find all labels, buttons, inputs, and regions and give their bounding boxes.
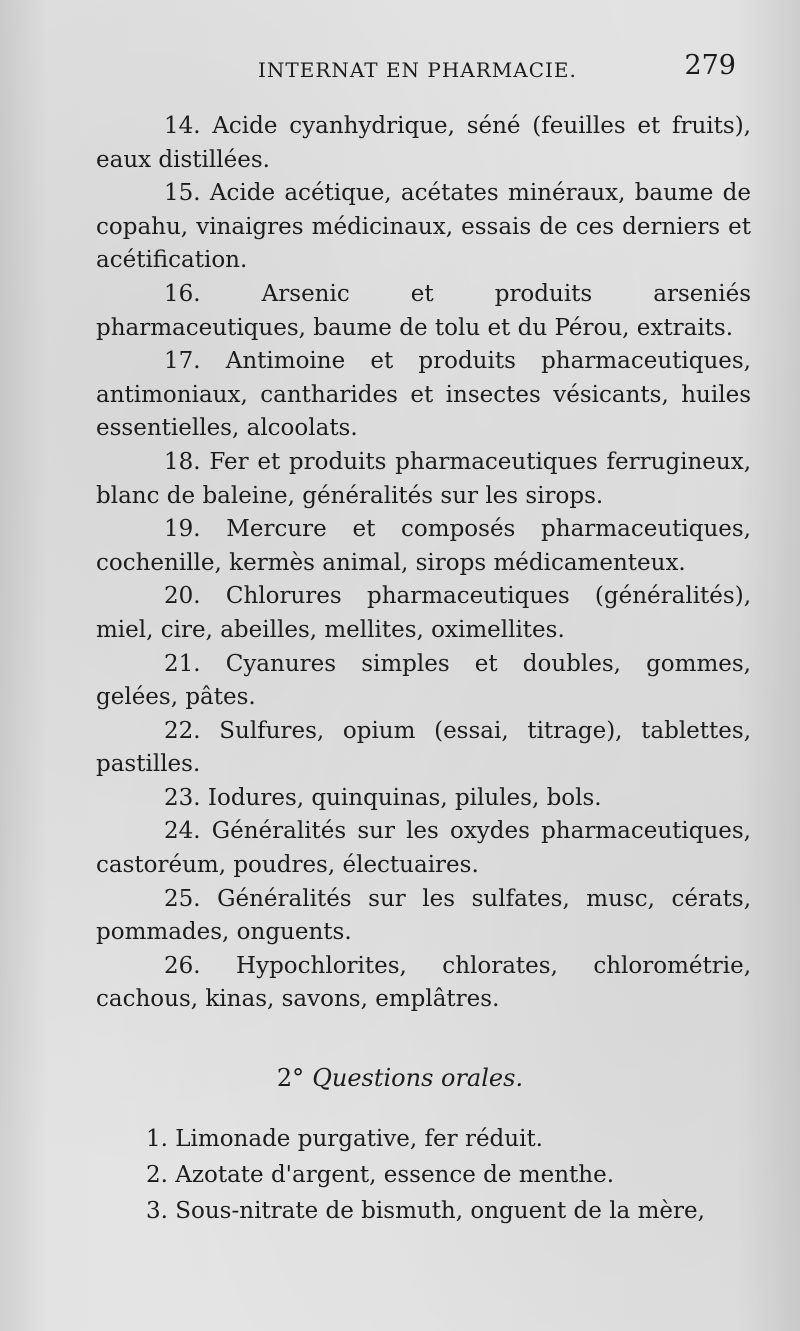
item-number: 22. xyxy=(164,717,201,744)
item-text: Généralités sur les sulfates, musc, cérats, pommades, onguents. xyxy=(96,885,752,946)
item-text: Généralités sur les oxydes pharmaceutiques, castoréum, poudres, électuaires. xyxy=(96,818,751,879)
item-number: 14. xyxy=(164,113,201,139)
item-text: Fer et produits pharmaceutiques ferrugineux, blanc de baleine, généralités sur les sirops. xyxy=(96,448,752,509)
section-heading xyxy=(0,1064,800,1092)
item-text: Chlorures pharmaceutiques (généralités), miel, cire, abeilles, mellites, oximellites. xyxy=(96,583,751,643)
oral-questions-list xyxy=(96,1121,751,1229)
page-number: 279 xyxy=(684,50,736,81)
running-title: INTERNAT EN PHARMACIE. xyxy=(258,58,577,82)
list-item xyxy=(96,580,751,647)
item-number: 1. xyxy=(146,1126,168,1152)
item-text: Acide acétique, acétates minéraux, baume de copahu, vinaigres médicinaux, essais de ces derniers et acétification. xyxy=(96,180,751,274)
list-item xyxy=(96,782,751,816)
item-text: Sulfures, opium (essai, titrage), tablettes, pastilles. xyxy=(96,717,752,778)
item-number: 20. xyxy=(164,583,201,610)
list-item xyxy=(96,446,751,513)
item-text: Iodures, quinquinas, pilules, bols. xyxy=(207,784,602,811)
item-number: 26. xyxy=(164,952,201,979)
list-item xyxy=(96,1121,751,1157)
item-number: 24. xyxy=(164,818,201,845)
list-item xyxy=(96,648,751,715)
item-text: Azotate d'argent, essence de menthe. xyxy=(175,1162,615,1188)
list-item xyxy=(96,950,751,1017)
list-item xyxy=(96,1193,751,1229)
item-text: Antimoine et produits pharmaceutiques, antimoniaux, cantharides et insectes vésicants, huiles essentielles, alcoolats. xyxy=(96,348,751,442)
list-item xyxy=(96,513,751,580)
item-number: 19. xyxy=(164,516,201,543)
list-item xyxy=(96,1157,751,1193)
item-text: Cyanures simples et doubles, gommes, gelées, pâtes. xyxy=(96,650,751,711)
page-header xyxy=(0,50,800,90)
item-text: Mercure et composés pharmaceutiques, cochenille, kermès animal, sirops médicamenteux. xyxy=(96,516,751,576)
item-number: 17. xyxy=(164,348,201,375)
list-item xyxy=(96,278,751,345)
item-number: 25. xyxy=(164,885,201,912)
list-item xyxy=(96,815,751,882)
section-title: Questions orales. xyxy=(312,1064,524,1092)
item-number: 3. xyxy=(146,1198,168,1224)
item-number: 23. xyxy=(164,784,201,811)
list-item xyxy=(96,345,751,446)
list-item xyxy=(96,715,751,782)
item-number: 18. xyxy=(164,448,201,475)
section-ordinal: 2° xyxy=(276,1064,305,1092)
list-item xyxy=(96,177,751,278)
item-number: 2. xyxy=(146,1162,168,1188)
item-number: 21. xyxy=(164,650,201,677)
item-text: Arsenic et produits arseniés pharmaceutiques, baume de tolu et du Pérou, extraits. xyxy=(96,280,751,341)
item-number: 15. xyxy=(164,180,201,207)
item-text: Limonade purgative, fer réduit. xyxy=(175,1126,543,1152)
item-number: 16. xyxy=(164,280,201,307)
item-text: Sous-nitrate de bismuth, onguent de la mère, xyxy=(175,1198,705,1224)
item-text: Acide cyanhydrique, séné (feuilles et fruits), eaux distillées. xyxy=(96,113,751,173)
list-item xyxy=(96,883,751,950)
written-questions-list xyxy=(96,110,751,1017)
item-text: Hypochlorites, chlorates, chlorométrie, cachous, kinas, savons, emplâtres. xyxy=(96,952,752,1013)
list-item xyxy=(96,110,751,177)
